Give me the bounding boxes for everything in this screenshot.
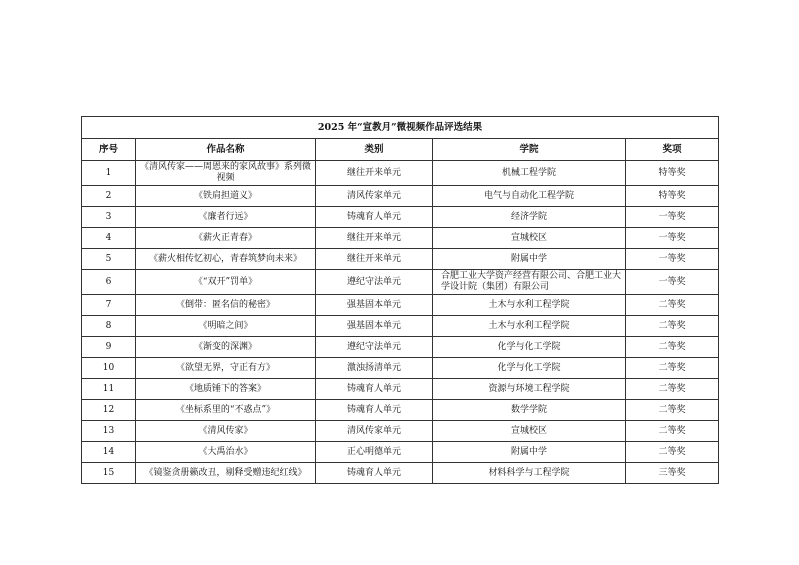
work-name-cell: 《倒带：匿名信的秘密》 bbox=[136, 295, 316, 316]
work-name-cell: 《镜鉴贪册籁改丑，剔释受赠违纪红线》 bbox=[136, 463, 316, 484]
category-cell: 铸魂育人单元 bbox=[316, 463, 433, 484]
college-cell: 化学与化工学院 bbox=[433, 358, 626, 379]
college-cell: 宣城校区 bbox=[433, 228, 626, 249]
row-number-cell: 7 bbox=[82, 295, 136, 316]
college-cell: 合肥工业大学资产经营有限公司、合肥工业大学设计院（集团）有限公司 bbox=[433, 270, 626, 295]
row-number-cell: 6 bbox=[82, 270, 136, 295]
college-cell: 数学学院 bbox=[433, 400, 626, 421]
header-award: 奖项 bbox=[626, 139, 719, 161]
row-number-cell: 11 bbox=[82, 379, 136, 400]
award-cell: 一等奖 bbox=[626, 249, 719, 270]
row-number-cell: 5 bbox=[82, 249, 136, 270]
table-title: 2025 年“宣教月”微视频作品评选结果 bbox=[82, 117, 719, 139]
college-cell: 经济学院 bbox=[433, 207, 626, 228]
award-cell: 二等奖 bbox=[626, 421, 719, 442]
category-cell: 继往开来单元 bbox=[316, 161, 433, 186]
award-cell: 二等奖 bbox=[626, 400, 719, 421]
award-cell: 二等奖 bbox=[626, 337, 719, 358]
table-row bbox=[82, 270, 719, 295]
award-cell: 一等奖 bbox=[626, 270, 719, 295]
category-cell: 继往开来单元 bbox=[316, 228, 433, 249]
category-cell: 强基固本单元 bbox=[316, 316, 433, 337]
work-name-cell: 《薪火相传忆初心，青春筑梦向未来》 bbox=[136, 249, 316, 270]
work-name-cell: 《坐标系里的“不惑点”》 bbox=[136, 400, 316, 421]
award-cell: 二等奖 bbox=[626, 379, 719, 400]
header-no: 序号 bbox=[82, 139, 136, 161]
row-number-cell: 4 bbox=[82, 228, 136, 249]
header-college: 学院 bbox=[433, 139, 626, 161]
row-number-cell: 2 bbox=[82, 186, 136, 207]
table-row bbox=[82, 358, 719, 379]
award-cell: 一等奖 bbox=[626, 207, 719, 228]
college-cell: 材料科学与工程学院 bbox=[433, 463, 626, 484]
row-number-cell: 9 bbox=[82, 337, 136, 358]
row-number-cell: 13 bbox=[82, 421, 136, 442]
college-cell: 化学与化工学院 bbox=[433, 337, 626, 358]
work-name-cell: 《薪火正青春》 bbox=[136, 228, 316, 249]
row-number-cell: 14 bbox=[82, 442, 136, 463]
table-row bbox=[82, 295, 719, 316]
category-cell: 清风传家单元 bbox=[316, 421, 433, 442]
table-row bbox=[82, 249, 719, 270]
category-cell: 继往开来单元 bbox=[316, 249, 433, 270]
category-cell: 铸魂育人单元 bbox=[316, 400, 433, 421]
work-name-cell: 《清风传家——周恩来的家风故事》系列微视频 bbox=[136, 161, 316, 186]
category-cell: 激浊扬清单元 bbox=[316, 358, 433, 379]
row-number-cell: 3 bbox=[82, 207, 136, 228]
work-name-cell: 《明暗之间》 bbox=[136, 316, 316, 337]
award-cell: 一等奖 bbox=[626, 228, 719, 249]
table-row bbox=[82, 337, 719, 358]
table-row bbox=[82, 186, 719, 207]
table-row bbox=[82, 316, 719, 337]
row-number-cell: 12 bbox=[82, 400, 136, 421]
category-cell: 正心明德单元 bbox=[316, 442, 433, 463]
table-row bbox=[82, 379, 719, 400]
work-name-cell: 《渐变的深渊》 bbox=[136, 337, 316, 358]
table-header-row bbox=[82, 139, 719, 161]
row-number-cell: 8 bbox=[82, 316, 136, 337]
award-cell: 二等奖 bbox=[626, 316, 719, 337]
college-cell: 机械工程学院 bbox=[433, 161, 626, 186]
award-cell: 特等奖 bbox=[626, 161, 719, 186]
work-name-cell: 《廉者行远》 bbox=[136, 207, 316, 228]
category-cell: 强基固本单元 bbox=[316, 295, 433, 316]
award-cell: 二等奖 bbox=[626, 358, 719, 379]
category-cell: 铸魂育人单元 bbox=[316, 207, 433, 228]
college-cell: 宣城校区 bbox=[433, 421, 626, 442]
row-number-cell: 1 bbox=[82, 161, 136, 186]
table-row bbox=[82, 400, 719, 421]
college-cell: 资源与环境工程学院 bbox=[433, 379, 626, 400]
award-cell: 二等奖 bbox=[626, 442, 719, 463]
college-cell: 附属中学 bbox=[433, 249, 626, 270]
work-name-cell: 《铁肩担道义》 bbox=[136, 186, 316, 207]
college-cell: 土木与水利工程学院 bbox=[433, 316, 626, 337]
work-name-cell: 《地质锤下的答案》 bbox=[136, 379, 316, 400]
award-cell: 二等奖 bbox=[626, 295, 719, 316]
work-name-cell: 《“双开”罚单》 bbox=[136, 270, 316, 295]
table-row bbox=[82, 463, 719, 484]
table-row bbox=[82, 421, 719, 442]
award-cell: 特等奖 bbox=[626, 186, 719, 207]
award-cell: 三等奖 bbox=[626, 463, 719, 484]
work-name-cell: 《清风传家》 bbox=[136, 421, 316, 442]
table-row bbox=[82, 442, 719, 463]
category-cell: 遵纪守法单元 bbox=[316, 337, 433, 358]
college-cell: 土木与水利工程学院 bbox=[433, 295, 626, 316]
category-cell: 铸魂育人单元 bbox=[316, 379, 433, 400]
college-cell: 附属中学 bbox=[433, 442, 626, 463]
table-row bbox=[82, 207, 719, 228]
category-cell: 清风传家单元 bbox=[316, 186, 433, 207]
college-cell: 电气与自动化工程学院 bbox=[433, 186, 626, 207]
category-cell: 遵纪守法单元 bbox=[316, 270, 433, 295]
table-row bbox=[82, 228, 719, 249]
row-number-cell: 10 bbox=[82, 358, 136, 379]
results-table bbox=[81, 116, 719, 484]
work-name-cell: 《大禹治水》 bbox=[136, 442, 316, 463]
work-name-cell: 《欲望无界，守正有方》 bbox=[136, 358, 316, 379]
row-number-cell: 15 bbox=[82, 463, 136, 484]
table-row bbox=[82, 161, 719, 186]
table-title-row bbox=[82, 117, 719, 139]
header-work-name: 作品名称 bbox=[136, 139, 316, 161]
header-category: 类别 bbox=[316, 139, 433, 161]
